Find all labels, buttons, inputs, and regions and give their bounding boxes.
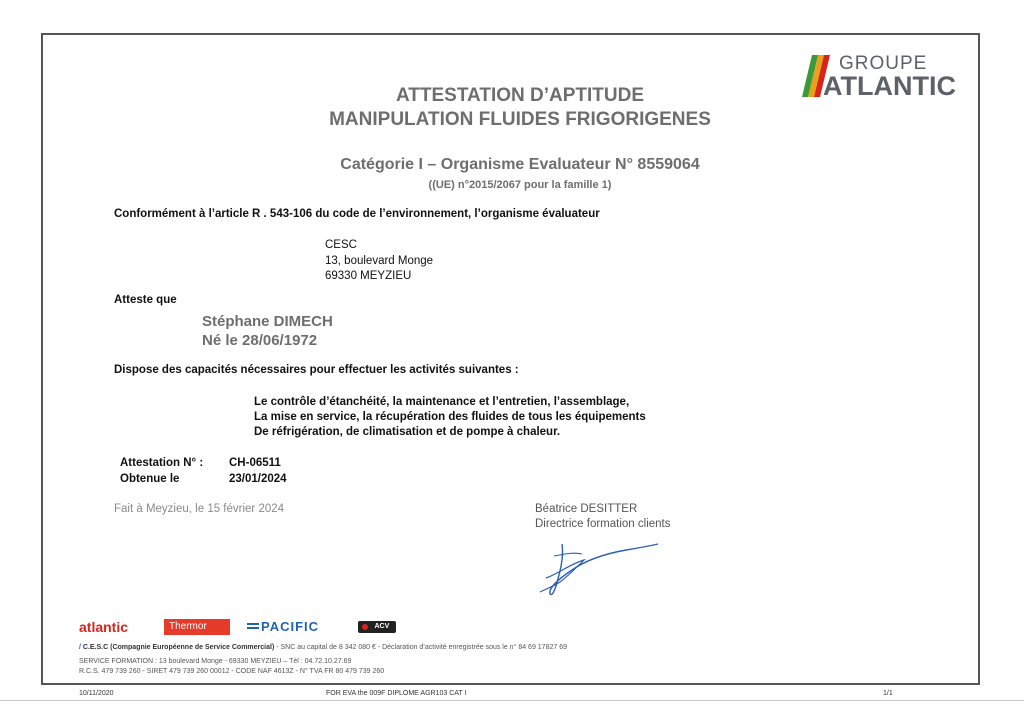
- category-line: Catégorie I – Organisme Evaluateur N° 8559064: [340, 156, 700, 173]
- signer-title: Directrice formation clients: [535, 518, 671, 530]
- attestation-number-value: CH-06511: [229, 457, 281, 469]
- person-name: Stéphane DIMECH: [202, 313, 333, 330]
- activity-line-1: Le contrôle d’étanchéité, la maintenance et l’entretien, l’assemblage,: [254, 396, 630, 408]
- acv-badge: [358, 621, 396, 633]
- page-number: 1/1: [883, 690, 893, 697]
- org-name: CESC: [325, 239, 357, 251]
- company-details: - SNC au capital de 8 342 080 € - Déclaration d’activité enregistrée sous le n° 84 69 17827 69: [274, 644, 567, 651]
- acv-dot-icon: [362, 624, 368, 630]
- org-city: 69330 MEYZIEU: [325, 270, 412, 282]
- conformity-text: Conformément à l’article R . 543-106 du code de l’environnement, l’organisme évaluateur: [114, 208, 600, 220]
- thermor-badge: [164, 619, 230, 635]
- signer-name: Béatrice DESITTER: [535, 503, 638, 515]
- attestation-number-label: Attestation N° :: [120, 457, 204, 469]
- obtained-label: Obtenue le: [120, 473, 180, 485]
- dispose-text: Dispose des capacités nécessaires pour effectuer les activités suivantes :: [114, 364, 519, 376]
- company-name: C.E.S.C (Compagnie Européenne de Service Commercial): [82, 644, 275, 651]
- atteste-label: Atteste que: [114, 294, 177, 306]
- obtained-value: 23/01/2024: [229, 473, 287, 485]
- print-date: 10/11/2020: [79, 690, 114, 697]
- print-reference: FOR EVA the 009F DIPLOME AGR103 CAT I: [326, 690, 467, 697]
- rcs-line: R.C.S. 479 739 260 - SIRET 479 739 260 00012 - CODE NAF 4613Z - N° TVA FR 80 479 739 260: [79, 668, 385, 675]
- brand-pacific: PACIFIC: [261, 619, 320, 634]
- logo-atlantic-text: ATLANTIC: [823, 71, 956, 101]
- pacific-dash-icon: [247, 627, 259, 629]
- brand-acv: ACV: [374, 623, 390, 630]
- company-line: / C.E.S.C (Compagnie Européenne de Service Commercial) - SNC au capital de 8 342 080 € - Déclaration d’activité enregistrée sous le n° 84 69 17827 69: [79, 644, 567, 651]
- regulation-line: ((UE) n°2015/2067 pour la famille 1): [428, 179, 612, 191]
- place-date: Fait à Meyzieu, le 15 février 2024: [114, 503, 285, 515]
- viewer-bottom-bar: [0, 700, 1024, 719]
- handwritten-signature-icon: [530, 538, 665, 600]
- logo-groupe-text: GROUPE: [839, 53, 928, 74]
- org-street: 13, boulevard Monge: [325, 255, 434, 267]
- title-line-1: ATTESTATION D’APTITUDE: [395, 85, 645, 106]
- brand-thermor: Thermor: [169, 621, 207, 632]
- activity-line-3: De réfrigération, de climatisation et de pompe à chaleur.: [254, 426, 561, 438]
- person-birth: Né le 28/06/1972: [202, 332, 318, 349]
- brand-atlantic: atlantic: [79, 619, 129, 635]
- pacific-dash-icon: [247, 623, 259, 625]
- service-line: SERVICE FORMATION : 13 boulevard Monge - 69330 MEYZIEU – Tél : 04.72.10.27.69: [79, 658, 352, 665]
- activity-line-2: La mise en service, la récupération des fluides de tous les équipements: [254, 411, 646, 423]
- title-line-2: MANIPULATION FLUIDES FRIGORIGENES: [329, 109, 711, 130]
